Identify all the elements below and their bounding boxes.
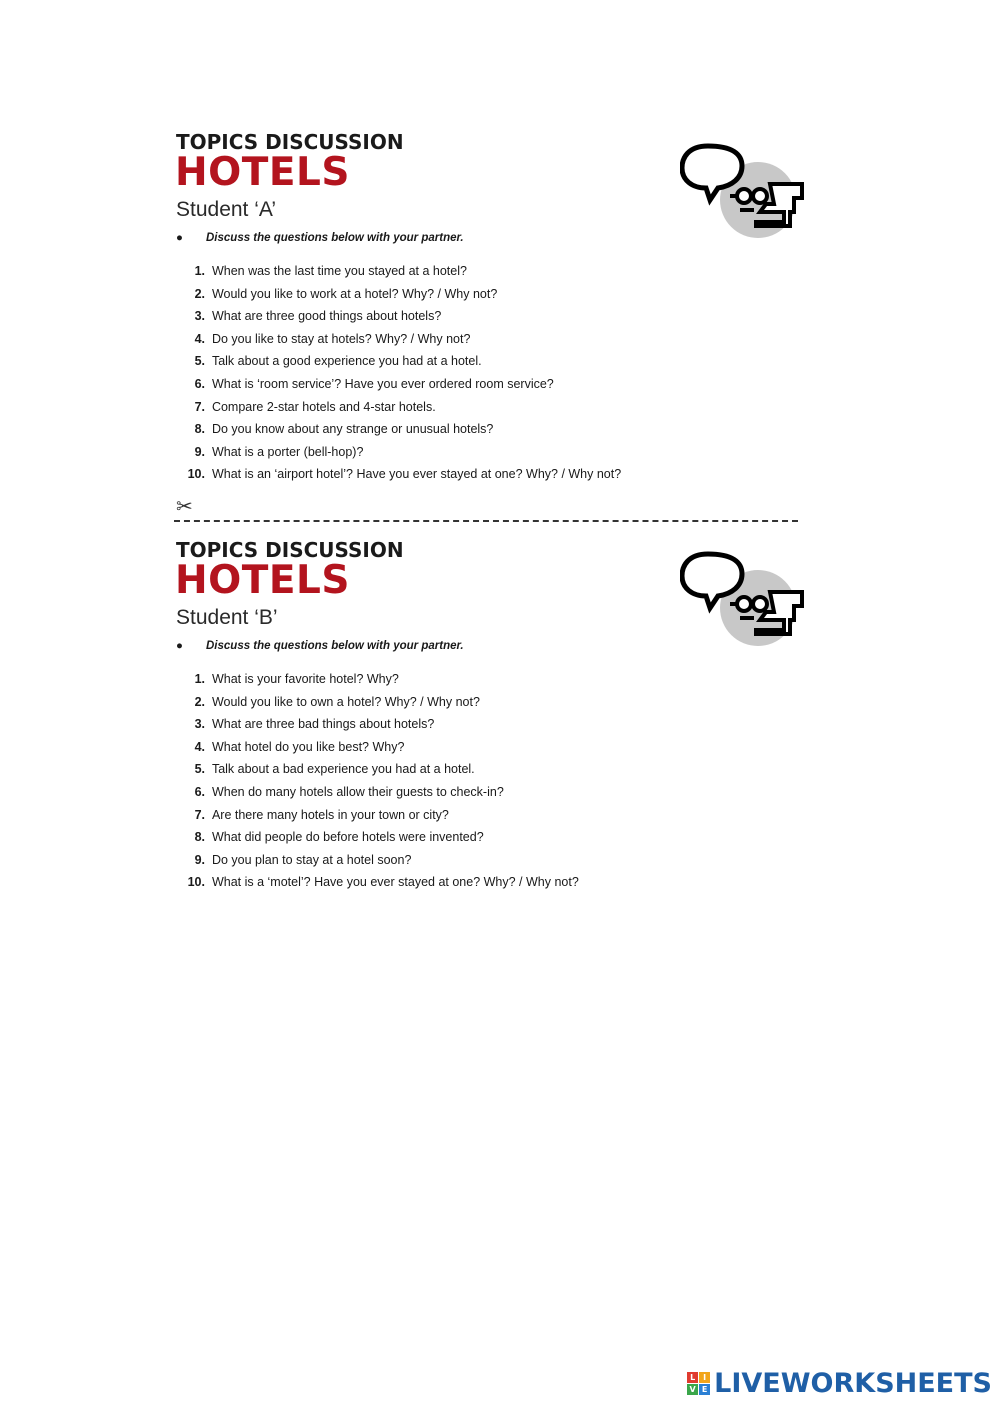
- question-item: 8. What did people do before hotels were invented?: [194, 830, 484, 845]
- discussion-person-icon: [680, 550, 810, 650]
- student-label: Student ‘A’: [176, 198, 277, 221]
- question-item: 9. Do you plan to stay at a hotel soon?: [194, 852, 412, 867]
- question-item: 4. Do you like to stay at hotels? Why? / Why not?: [194, 331, 471, 346]
- question-item: 10. What is an ‘airport hotel’? Have you ever stayed at one? Why? / Why not?: [187, 467, 622, 482]
- cut-here-divider: [174, 494, 804, 534]
- worksheet-title: HOTELS: [175, 150, 350, 195]
- liveworksheets-mark-icon: L I V E: [687, 1372, 710, 1395]
- instruction: [176, 640, 464, 652]
- instruction-text: Discuss the questions below with your partner.: [206, 640, 464, 652]
- question-item: 6. When do many hotels allow their guests to check-in?: [194, 784, 504, 799]
- topics-discussion-heading: TOPICS DISCUSSION: [176, 130, 404, 154]
- scissors-icon: ✂: [176, 496, 193, 518]
- worksheet-title: HOTELS: [175, 558, 350, 603]
- dashed-cut-line: [174, 520, 798, 522]
- topics-discussion-heading: TOPICS DISCUSSION: [176, 538, 404, 562]
- student-b-section: [0, 536, 1000, 936]
- question-item: 3. What are three good things about hotels?: [194, 309, 442, 324]
- question-list: [176, 264, 621, 490]
- brand-name: LIVEWORKSHEETS: [714, 1367, 992, 1399]
- instruction-text: Discuss the questions below with your partner.: [206, 232, 464, 244]
- bullet-icon: ●: [176, 232, 183, 244]
- question-item: 6. What is ‘room service’? Have you ever ordered room service?: [194, 376, 554, 391]
- question-item: 4. What hotel do you like best? Why?: [194, 739, 405, 754]
- question-item: 2. Would you like to work at a hotel? Why? / Why not?: [194, 286, 498, 301]
- question-item: 5. Talk about a good experience you had at a hotel.: [194, 354, 482, 369]
- question-list: [176, 672, 579, 898]
- question-item: 5. Talk about a bad experience you had at a hotel.: [194, 762, 475, 777]
- question-item: 7. Compare 2-star hotels and 4-star hotels.: [194, 399, 436, 414]
- bullet-icon: ●: [176, 640, 183, 652]
- student-a-section: [0, 128, 1000, 528]
- discussion-person-icon: [680, 142, 810, 242]
- question-item: 10. What is a ‘motel’? Have you ever stayed at one? Why? / Why not?: [187, 875, 579, 890]
- instruction: [176, 232, 464, 244]
- student-label: Student ‘B’: [176, 606, 278, 629]
- liveworksheets-logo: [687, 1367, 992, 1399]
- question-item: 7. Are there many hotels in your town or city?: [194, 807, 449, 822]
- question-item: 1. What is your favorite hotel? Why?: [194, 672, 399, 686]
- question-item: 1. When was the last time you stayed at a hotel?: [194, 264, 467, 278]
- question-item: 9. What is a porter (bell-hop)?: [194, 444, 364, 459]
- question-item: 8. Do you know about any strange or unusual hotels?: [194, 422, 494, 437]
- question-item: 3. What are three bad things about hotels?: [194, 717, 435, 732]
- question-item: 2. Would you like to own a hotel? Why? / Why not?: [194, 694, 480, 709]
